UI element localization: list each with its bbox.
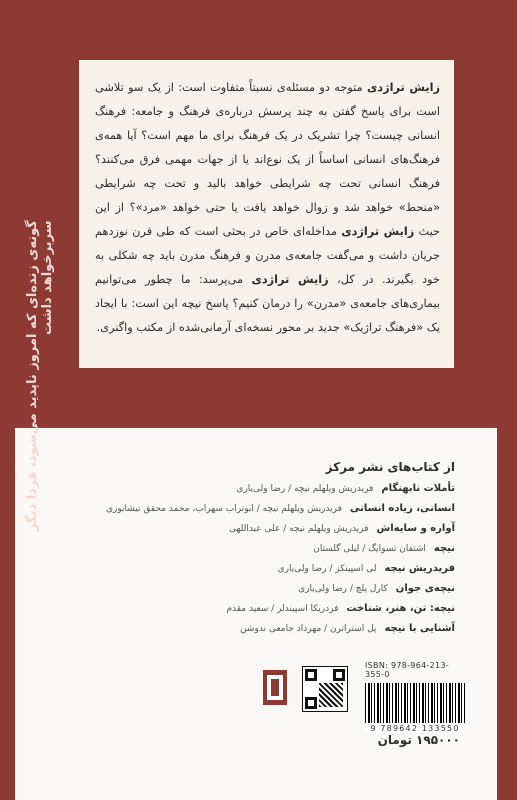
book-author: پل استراترن / مهرداد جامعی ندوشن [240, 624, 377, 634]
book-title: نیچه [433, 543, 455, 554]
summary-emphasis-2: زایش تراژدی [341, 225, 415, 238]
book-title: انسانی، زیاده انسانی [349, 503, 455, 514]
catalog-item [85, 523, 455, 535]
spine-quote: گونه‌ی زنده‌ای که امروز ناپدید می‌شود، فردا دیگر سربرخواهد داشت [25, 220, 55, 531]
side-band [497, 0, 517, 800]
spine-strip [0, 0, 15, 800]
catalog-item [85, 563, 455, 575]
book-author: فردریکا اسپیندلر / سعید مقدم [226, 604, 339, 614]
book-title: آشنایی با نیچه [384, 623, 455, 634]
book-author: اشتفان تسوایگ / لیلی گلستان [313, 544, 426, 554]
summary-lead: زایش تراژدی [366, 81, 440, 94]
isbn-block [365, 661, 467, 733]
book-title: تأملات نابهنگام [381, 483, 455, 494]
qr-pattern [319, 683, 343, 707]
catalog-item [85, 583, 455, 595]
catalog-item [85, 603, 455, 615]
book-author: فریدریش ویلهلم نیچه / ابوتراب سهراب، محمد محقق نیشابوری [105, 504, 342, 514]
publisher-catalog [85, 461, 455, 643]
qr-corner-icon [333, 669, 345, 681]
book-author: فریدریش ویلهلم نیچه / رضا ولی‌یاری [236, 484, 374, 494]
publisher-logo-icon [263, 670, 287, 705]
book-author: کارل پلچ / رضا ولی‌یاری [298, 584, 388, 594]
book-summary [95, 76, 440, 340]
isbn-text: ISBN: 978-964-213-355-0 [365, 661, 450, 679]
catalog-item [85, 543, 455, 555]
summary-text-3: می‌پرسد: ما چطور می‌توانیم بیماری‌های جامعه‌ی «مدرن» را درمان کنیم؟ پاسخ نیچه این است: با ایجاد یک «فرهنگ تراژیک» جدید بر محور نسخه‌ای آرمانی‌شده از مکتب واگنری. [95, 273, 440, 334]
catalog-title: از کتاب‌های نشر مرکز [325, 460, 455, 474]
book-author: فریدریش ویلهلم نیچه / علی عبداللهی [228, 524, 369, 534]
summary-text-2: مداخله‌ای خاص در بحثی است که طی قرن نوزدهم جریان داشت و می‌گفت جامعه‌ی مدرن و فرهنگ مدرن باید چه شکلی به خود بگیرند. در کل، [95, 225, 440, 286]
catalog-item [85, 503, 455, 515]
qr-corner-icon [305, 669, 317, 681]
book-title: آواره و سایه‌اش [376, 523, 455, 534]
qr-corner-icon [305, 697, 317, 709]
barcode [365, 683, 465, 733]
barcode-digits: 9 789642 133550 [370, 724, 460, 733]
barcode-bars [365, 683, 465, 723]
price: ۱۹۵۰۰۰ تومان [377, 733, 460, 747]
book-author: لی اسپینکز / رضا ولی‌یاری [277, 564, 377, 574]
book-title: فریدریش نیچه [384, 563, 455, 574]
catalog-item [85, 483, 455, 495]
qr-code-icon [302, 666, 348, 712]
book-title: نیچه‌ی جوان [395, 583, 455, 594]
catalog-item [85, 623, 455, 635]
summary-emphasis-3: زایش تراژدی [251, 273, 329, 286]
book-title: نیچه: تن، هنر، شناخت [346, 603, 455, 614]
summary-text-1: متوجه دو مسئله‌ی نسبتاً متفاوت است: از یک سو تلاشی است برای پاسخ گفتن به چند پرسش درباره‌ی فرهنگ و جامعه: فرهنگ انسانی چیست؟ چرا تشریک در یک فرهنگ برای ما مهم است؟ آیا همه‌ی فرهنگ‌های انسانی اساساً از یک نوع‌اند یا از جهات مهمی فرق می‌کنند؟ فرهنگ انسانی تحت چه شرایطی خواهد بالید و تحت چه شرایطی «منحط» خواهد شد و زوال خواهد یافت یا حتی خواهد «مرد»؟ از این حیث [95, 81, 440, 238]
